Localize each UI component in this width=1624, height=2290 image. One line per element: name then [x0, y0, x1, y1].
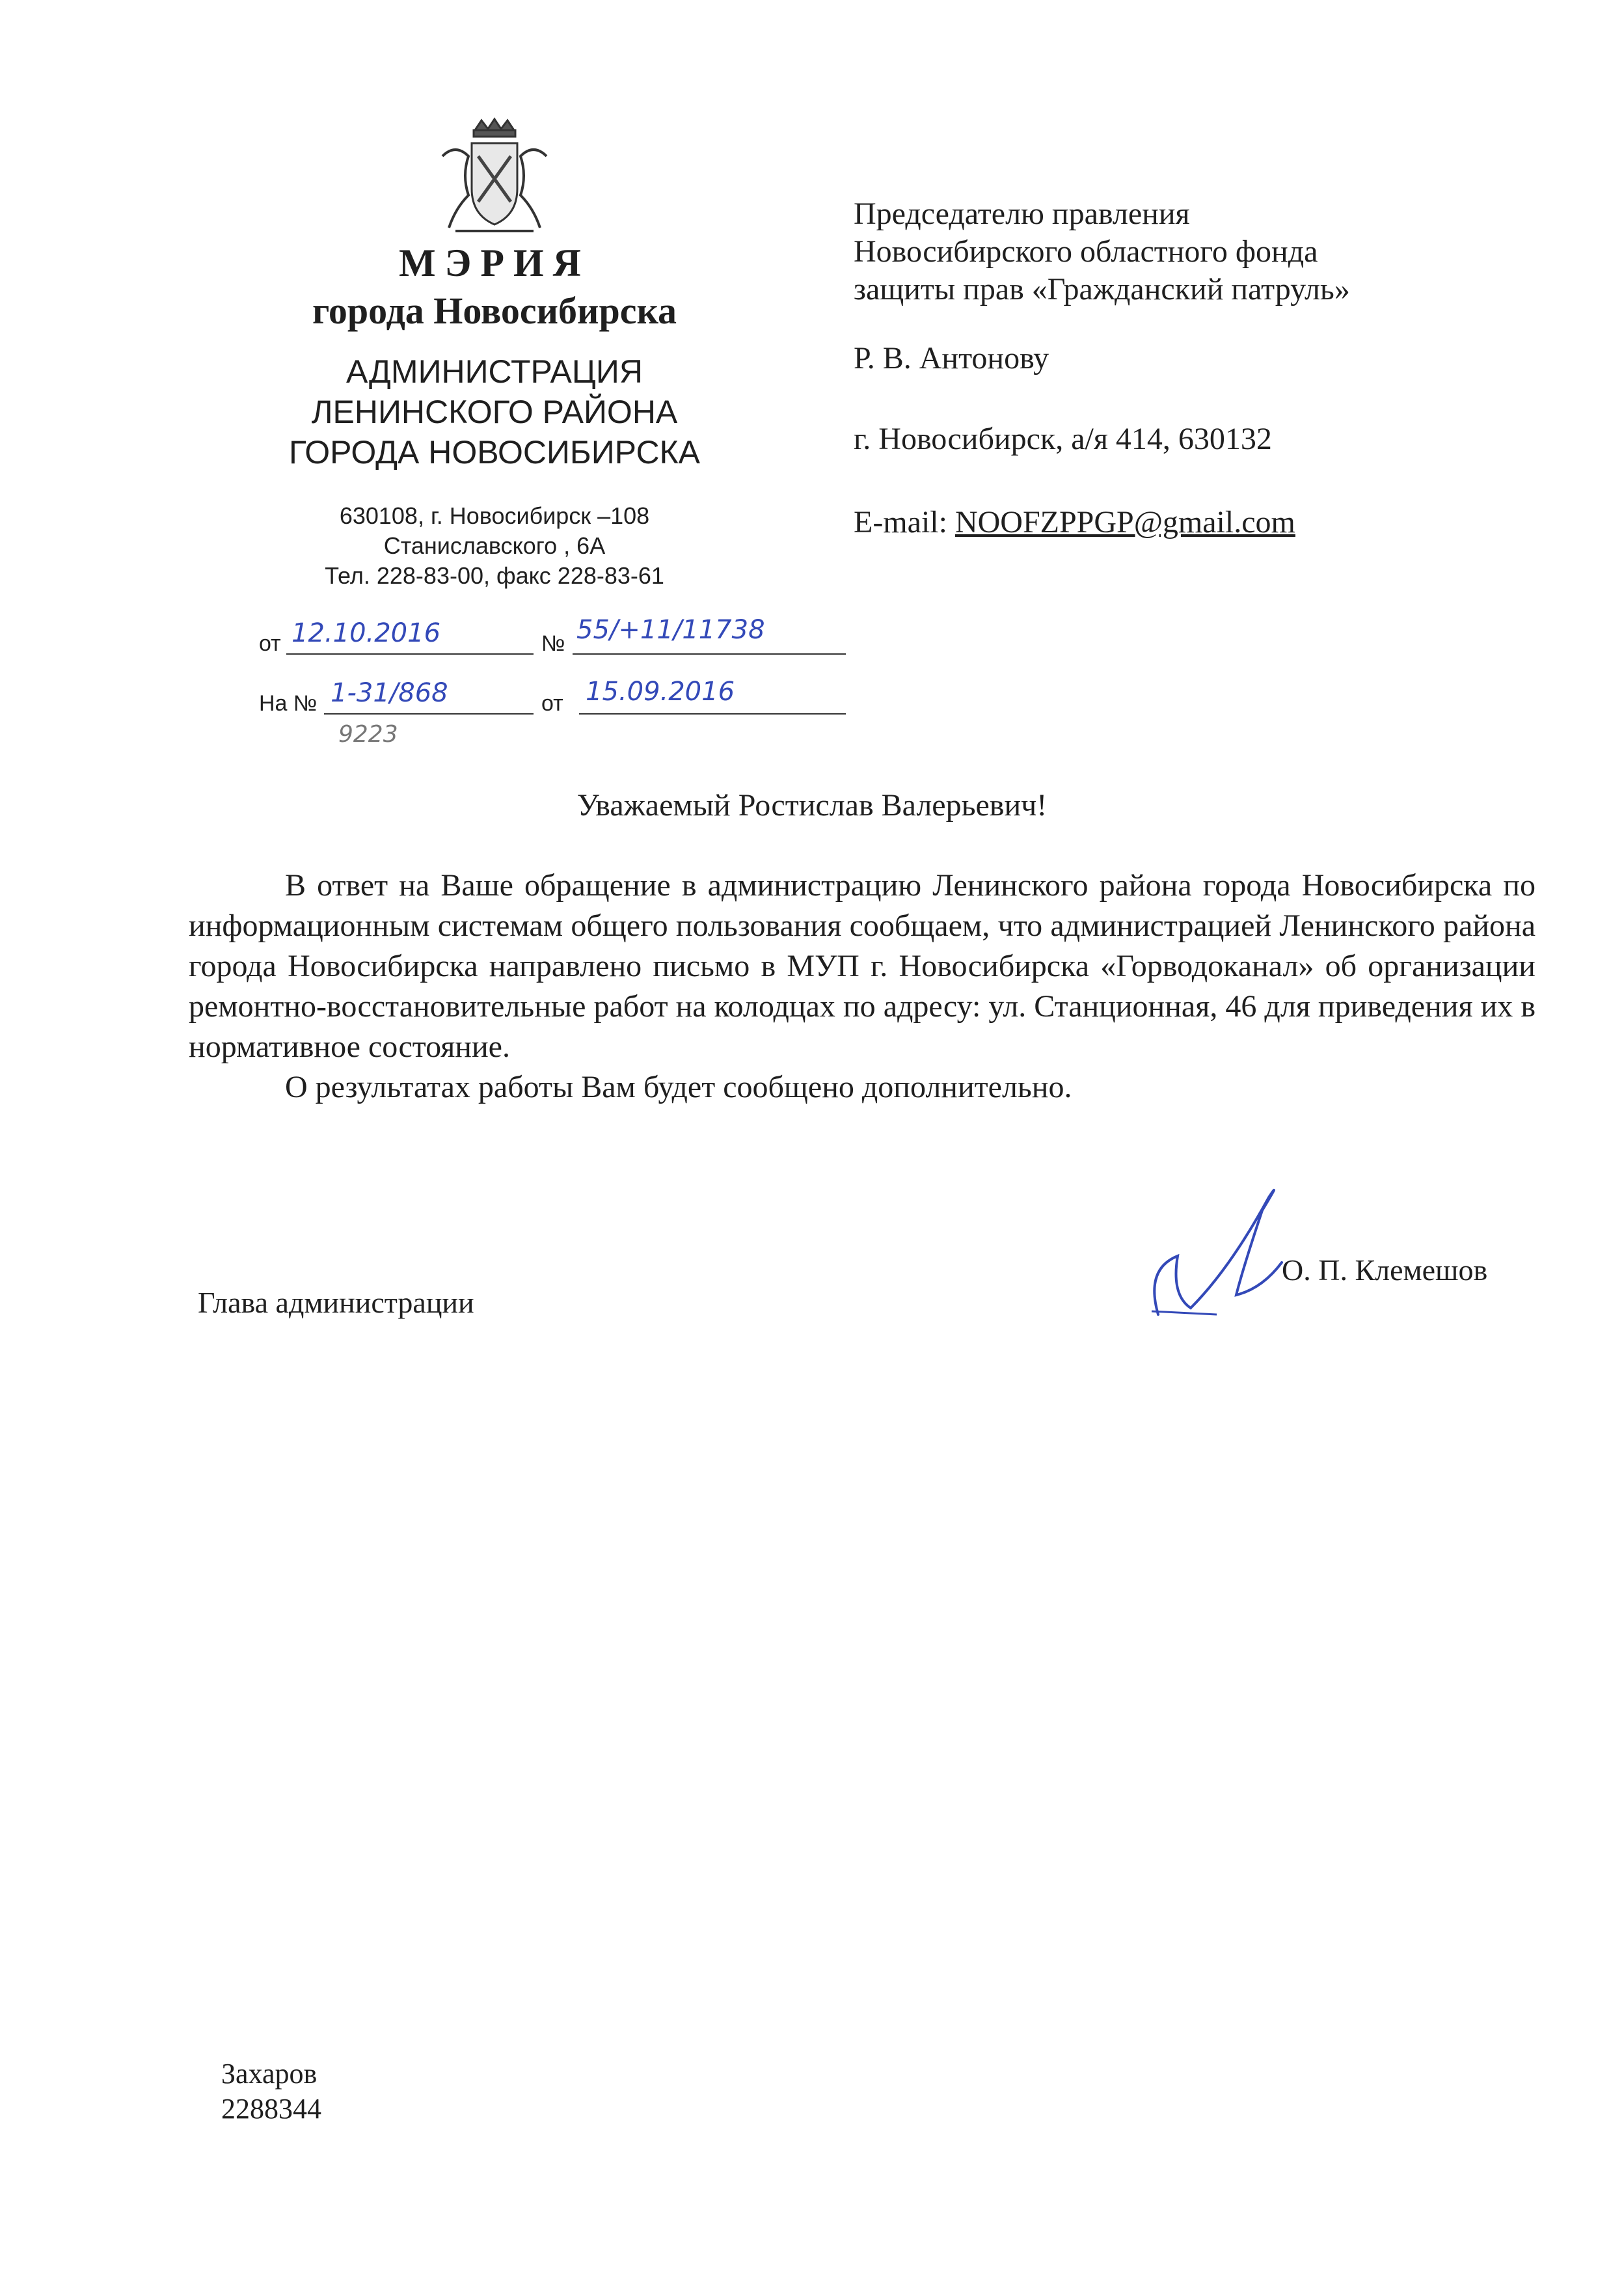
ref-number: 55/+11/11738: [576, 615, 765, 645]
executor-name: Захаров: [221, 2058, 318, 2090]
email-label: E-mail:: [854, 505, 955, 539]
reply-date-underline: [579, 712, 846, 715]
greeting: Уважаемый Ростислав Валерьевич!: [576, 788, 1048, 823]
admin-line: АДМИНИСТРАЦИЯ: [346, 353, 643, 390]
recipient-line: защиты прав «Гражданский патруль»: [854, 272, 1350, 307]
recipient-line: Председателю правления: [854, 197, 1190, 231]
ref-from-label: от: [259, 631, 281, 656]
reply-number-underline: [324, 712, 534, 715]
administration-name: [221, 351, 768, 472]
recipient-name: Р. В. Антонову: [854, 341, 1049, 375]
reply-from-label: от: [541, 691, 563, 716]
coat-of-arms-icon: [429, 117, 560, 241]
mayor-title: МЭРИЯ: [399, 241, 590, 284]
admin-line: ЛЕНИНСКОГО РАЙОНА: [311, 394, 678, 430]
email-link[interactable]: NOOFZPPGP@gmail.com: [954, 505, 1295, 539]
ref-number-underline: [573, 652, 846, 655]
executor-block: [221, 2056, 321, 2127]
address-line: Тел. 228-83-00, факс 228-83-61: [325, 562, 664, 589]
recipient-email-row: [854, 504, 1569, 541]
extra-note: 9223: [338, 721, 398, 748]
administration-address: [247, 501, 742, 591]
ref-date: 12.10.2016: [291, 618, 441, 648]
mayor-subtitle: города Новосибирска: [312, 290, 677, 332]
signatory-position: Глава администрации: [198, 1286, 474, 1319]
letter-body: [189, 866, 1536, 1108]
reply-date: 15.09.2016: [586, 677, 735, 707]
address-line: Станиславского , 6А: [383, 532, 606, 559]
address-line: 630108, г. Новосибирск –108: [339, 502, 650, 529]
body-paragraph: В ответ на Ваше обращение в администрацию Ленинского района города Новосибирска по информационным системам общего пользования сообщаем, что администрацией Ленинского района города Новосибирска направлено письмо в МУП г. Новосибирска «Горводоканал» об организации ремонтно-восстановительные работ на колодцах по адресу: ул. Станционная, 46 для приведения их в нормативное состояние.: [189, 868, 1536, 1064]
recipient-address: г. Новосибирск, а/я 414, 630132: [854, 422, 1272, 456]
executor-phone: 2288344: [221, 2093, 321, 2125]
ref-date-underline: [286, 652, 534, 655]
recipient-block: [854, 195, 1569, 541]
signatory-name: О. П. Клемешов: [1282, 1253, 1488, 1287]
admin-line: ГОРОДА НОВОСИБИРСКА: [288, 434, 701, 470]
signature-icon: [1132, 1171, 1301, 1328]
recipient-line: Новосибирского областного фонда: [854, 234, 1318, 269]
body-paragraph: О результатах работы Вам будет сообщено дополнительно.: [285, 1070, 1072, 1104]
ref-number-label: №: [541, 631, 565, 656]
reply-label: На №: [259, 691, 318, 716]
reply-number: 1-31/868: [331, 678, 448, 708]
